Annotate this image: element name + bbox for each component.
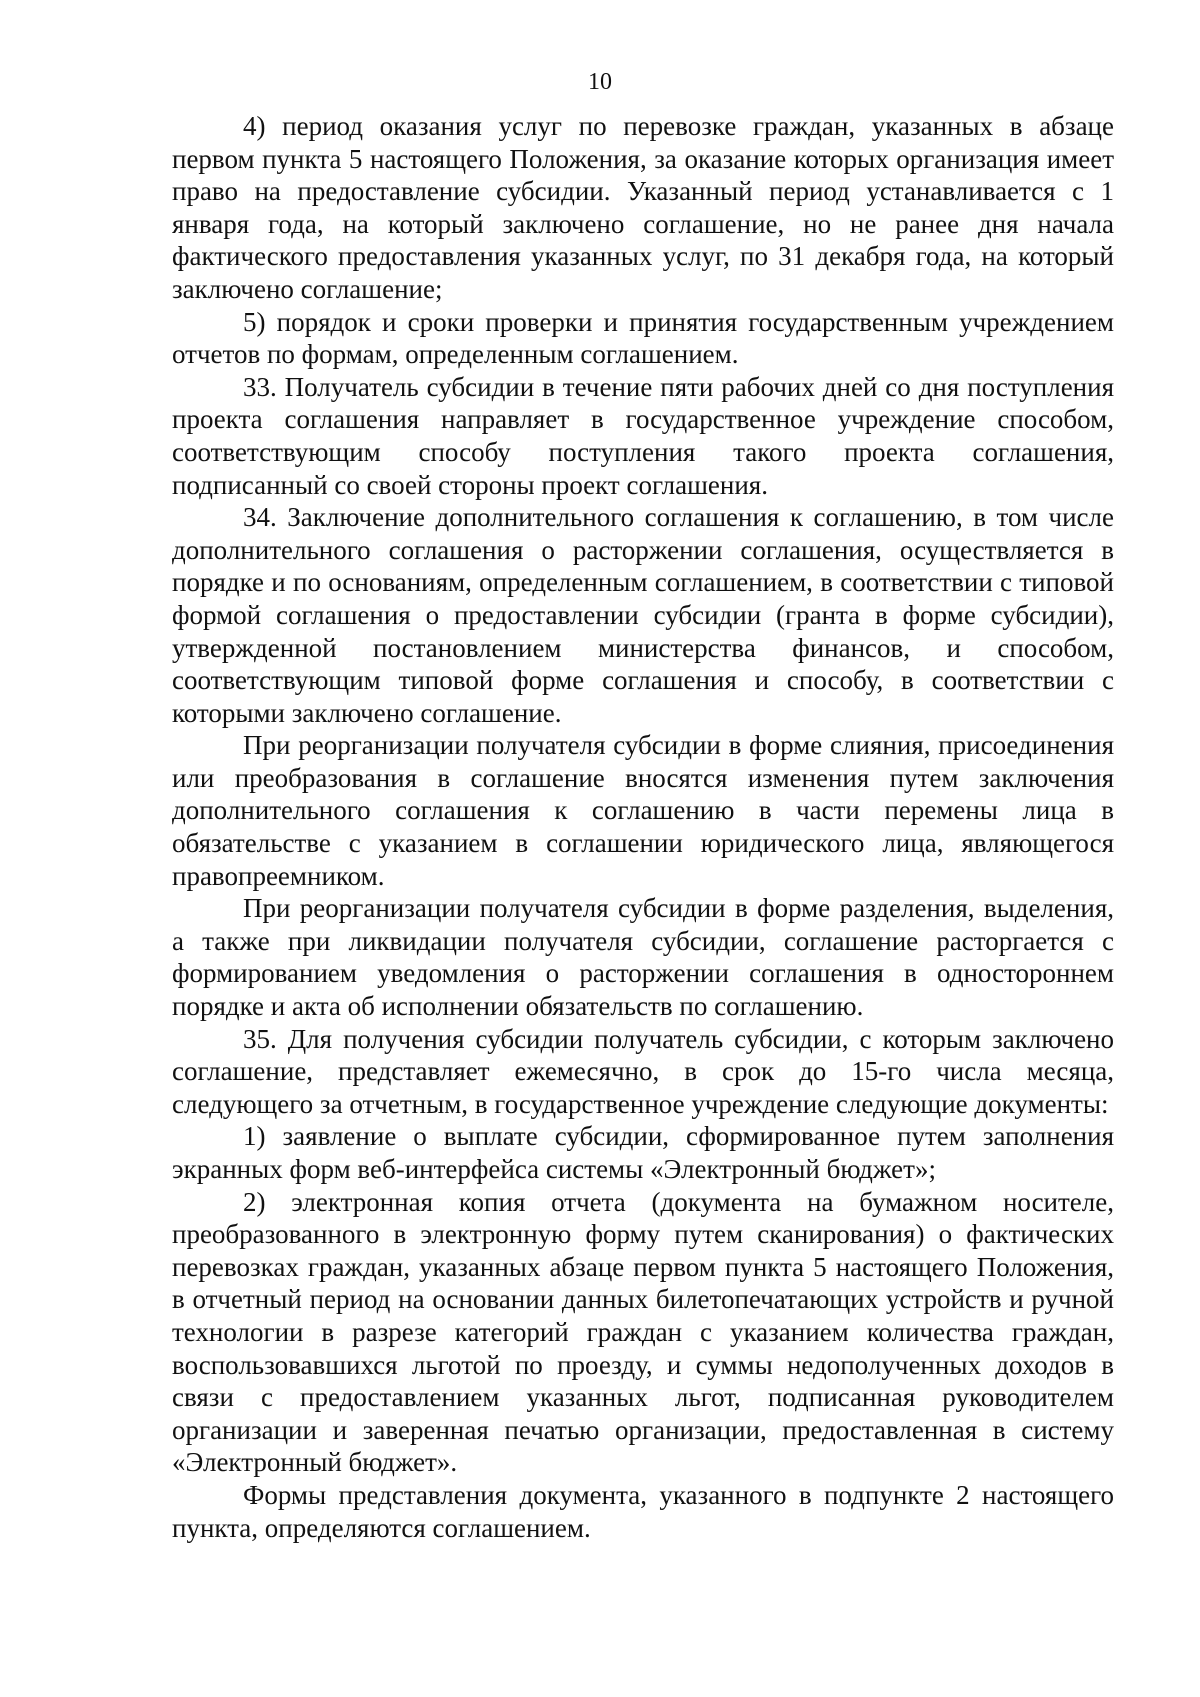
paragraph-document-2: 2) электронная копия отчета (документа на бумажном носителе, преобразованного в электронную форму путем сканирования) о фактических перевозках граждан, указанных абзаце первом пункта 5 настоящего Положения, в отчетный период на основании данных билетопечатающих устройств и ручной технологии в разрезе категорий граждан с указанием количества граждан, воспользовавшихся льготой по проезду, и суммы недополученных доходов в связи с предоставлением указанных льгот, подписанная руководителем организации и заверенная печатью организации, предоставленная в систему «Электронный бюджет».	[172, 1186, 1114, 1478]
paragraph-clause-35: 35. Для получения субсидии получатель субсидии, с которым заключено соглашение, представляет ежемесячно, в срок до 15-го числа месяца, следующего за отчетным, в государственное учреждение следующие документы:	[172, 1023, 1114, 1119]
paragraph-reorganization-merger: При реорганизации получателя субсидии в форме слияния, присоединения или преобразования в соглашение вносятся изменения путем заключения дополнительного соглашения к соглашению в части перемены лица в обязательстве с указанием в соглашении юридического лица, являющегося правопреемником.	[172, 730, 1114, 891]
paragraph-subitem-5: 5) порядок и сроки проверки и принятия государственным учреждением отчетов по формам, определенным соглашением.	[172, 306, 1114, 370]
paragraph-clause-34: 34. Заключение дополнительного соглашения к соглашению, в том числе дополнительного соглашения о расторжении соглашения, осуществляется в порядке и по основаниям, определенным соглашением, в соответствии с типовой формой соглашения о предоставлении субсидии (гранта в форме субсидии), утвержденной постановлением министерства финансов, и способом, соответствующим типовой форме соглашения и способу, в соответствии с которыми заключено соглашение.	[172, 502, 1114, 728]
paragraph-subitem-4: 4) период оказания услуг по перевозке граждан, указанных в абзаце первом пункта 5 настоящего Положения, за оказание которых организация имеет право на предоставление субсидии. Указанный период устанавливается с 1 января года, на который заключено соглашение, но не ранее дня начала фактического предоставления указанных услуг, по 31 декабря года, на который заключено соглашение;	[172, 111, 1114, 304]
paragraph-clause-33: 33. Получатель субсидии в течение пяти рабочих дней со дня поступления проекта соглашения направляет в государственное учреждение способом, соответствующим способу поступления такого проекта соглашения, подписанный со своей стороны проект соглашения.	[172, 371, 1114, 500]
paragraph-reorganization-division: При реорганизации получателя субсидии в форме разделения, выделения, а также при ликвидации получателя субсидии, соглашение расторгается с формированием уведомления о расторжении соглашения в одностороннем порядке и акта об исполнении обязательств по соглашению.	[172, 893, 1114, 1022]
document-body	[172, 110, 1114, 1544]
paragraph-forms: Формы представления документа, указанного в подпункте 2 настоящего пункта, определяются соглашением.	[172, 1479, 1114, 1543]
page-number: 10	[588, 69, 612, 95]
paragraph-document-1: 1) заявление о выплате субсидии, сформированное путем заполнения экранных форм веб-интерфейса системы «Электронный бюджет»;	[172, 1121, 1114, 1184]
